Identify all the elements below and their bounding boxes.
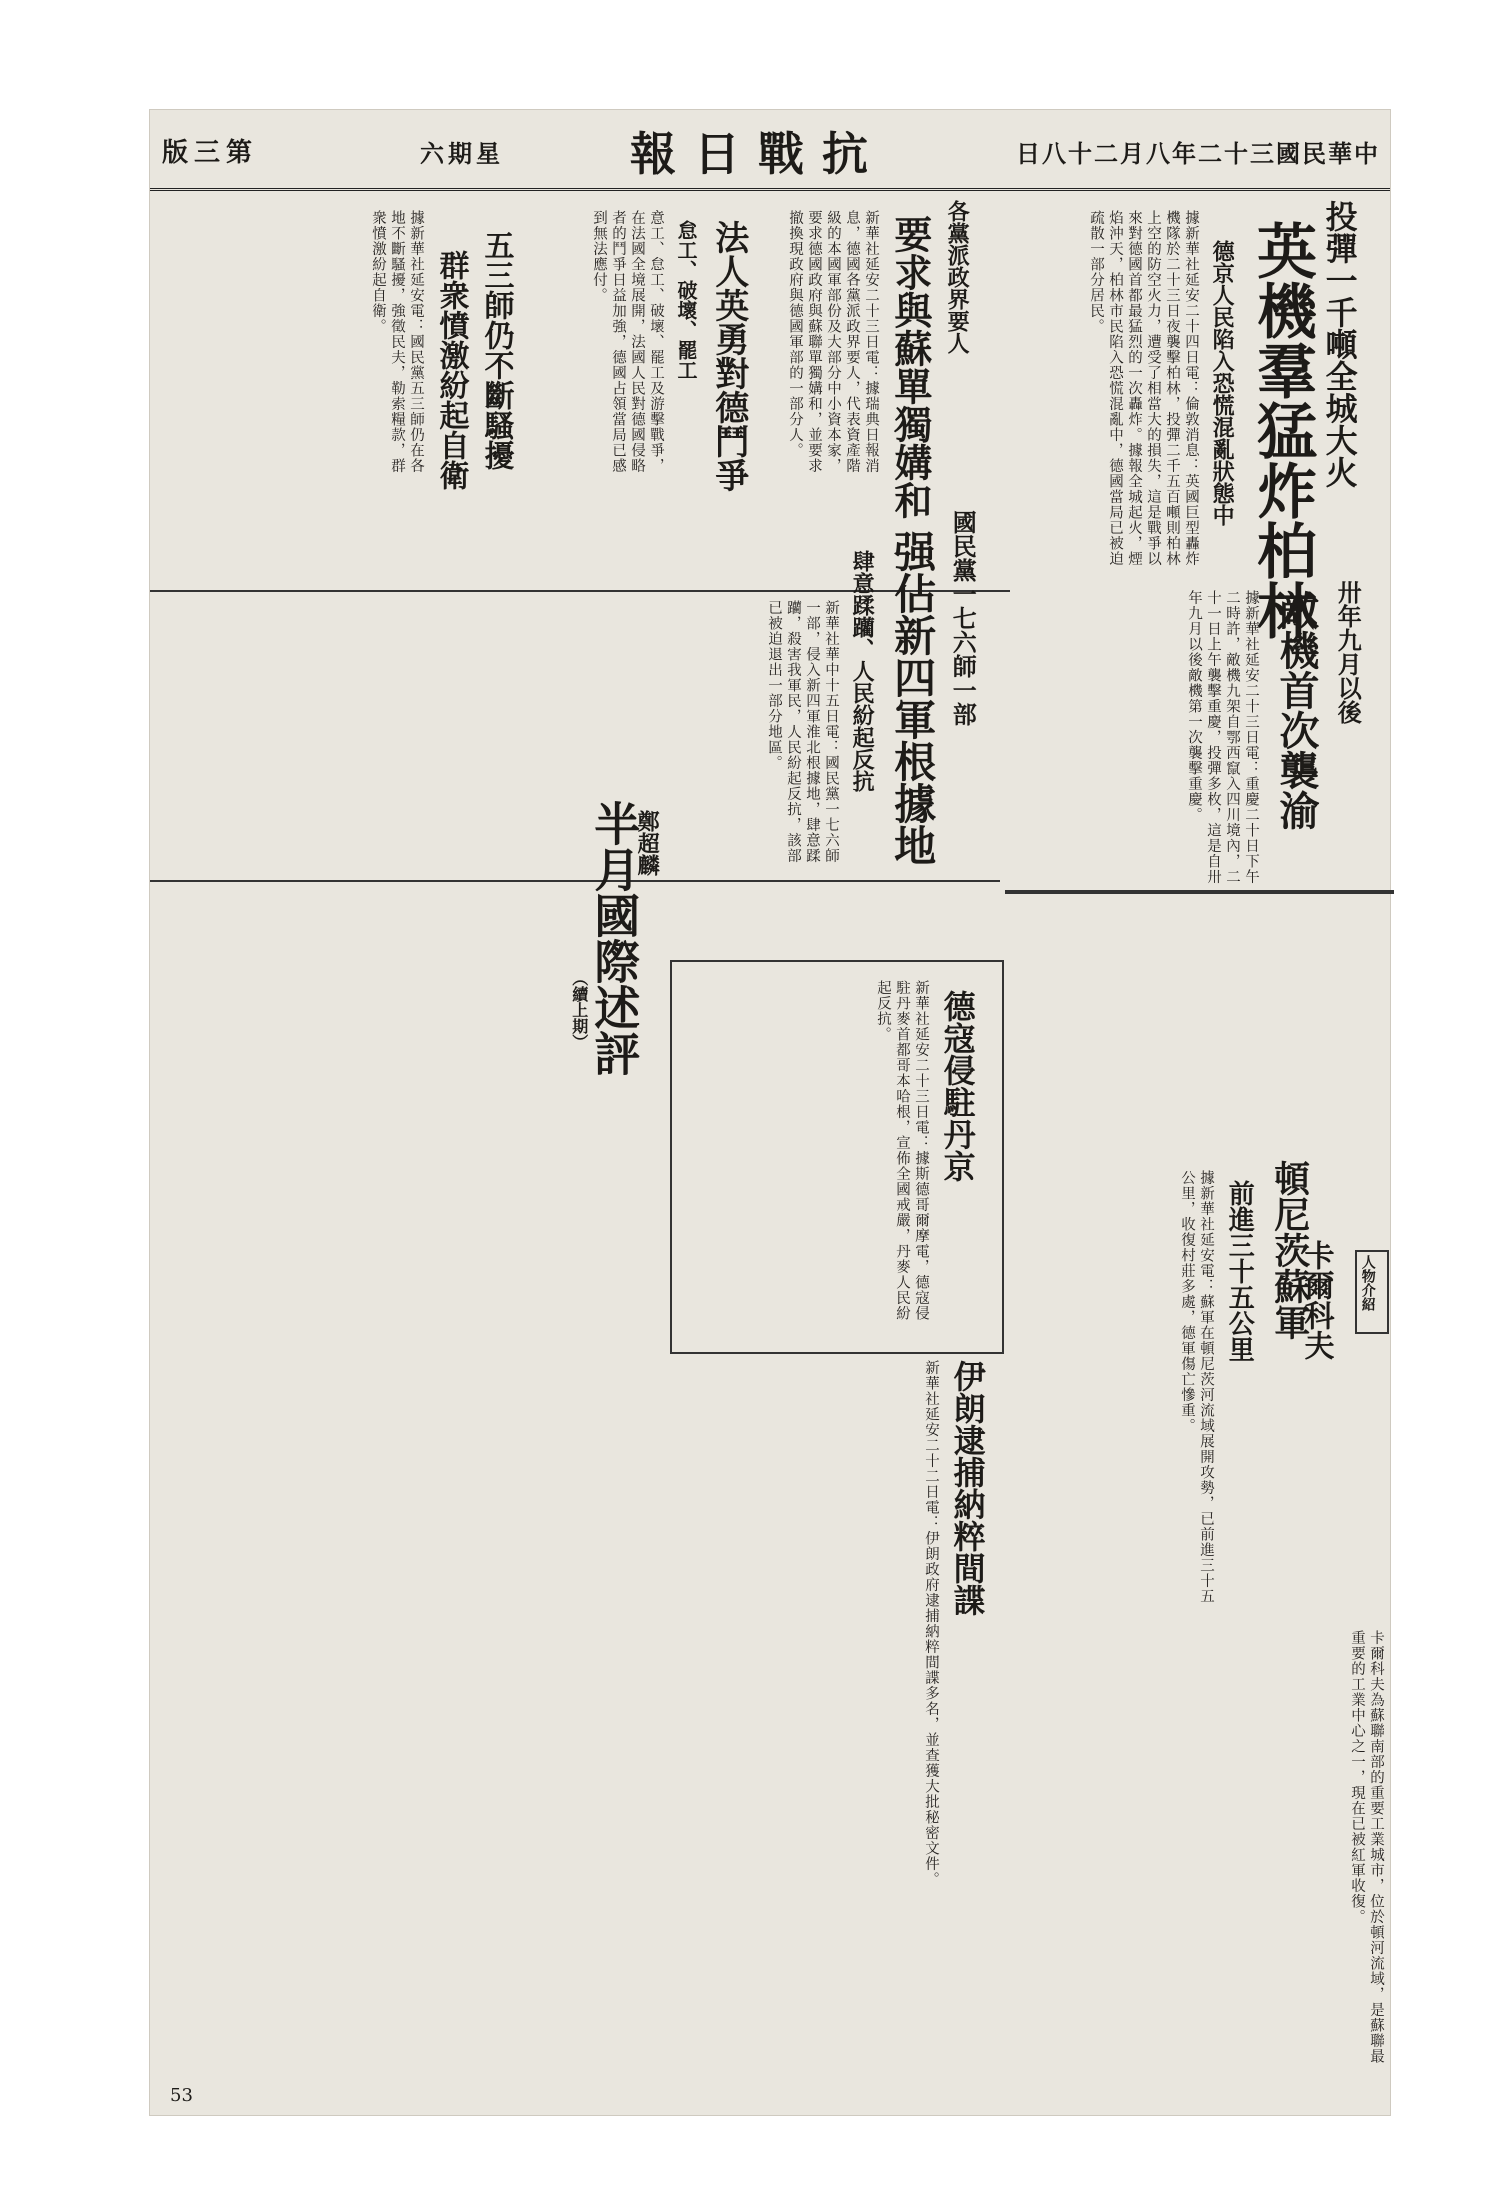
newspaper-name: 報日戰抗 bbox=[630, 127, 886, 181]
intro-body: 卡爾科夫為蘇聯南部的重要工業城市，位於頓河流域，是蘇聯最重要的工業中心之一，現在已被紅軍收復。 bbox=[1349, 1630, 1384, 2064]
unrest-subhead: 群衆憤激紛起自衛 bbox=[433, 250, 469, 490]
review-headline: 半月國際述評 bbox=[587, 800, 642, 1076]
danjing-headline: 德寇侵駐丹京 bbox=[938, 990, 977, 1182]
berlin-subhead: 德京人民陷入恐慌混亂狀態中 bbox=[1209, 240, 1236, 526]
unrest-body: 據新華社延安電：國民黨五三師仍在各地不斷騷擾，強徵民夫，勒索糧款，群衆憤激紛起自衛。 bbox=[370, 210, 424, 474]
intro-label: 人物介紹 bbox=[1359, 1255, 1376, 1311]
column-rule bbox=[150, 880, 1000, 882]
review-byline: 鄭超麟 bbox=[634, 810, 661, 876]
factions-kicker: 各黨派政界要人 bbox=[944, 200, 971, 354]
page-number: 53 bbox=[170, 2085, 193, 2106]
french-headline: 法人英勇對德鬥爭 bbox=[708, 220, 749, 492]
division-subhead: 肆意蹂躪、人民紛起反抗 bbox=[849, 550, 876, 792]
raid-body: 據新華社延安二十三日電：重慶二十日下午二時許，敵機九架自鄂西竄入四川境內，二十一日上午襲擊重慶，投彈多枚，這是自卅年九月以後敵機第一次襲擊重慶。 bbox=[1186, 590, 1259, 885]
section-rule bbox=[1005, 890, 1394, 894]
factions-body: 新華社延安二十三日電：據瑞典日報消息，德國各黨派政界要人，代表資產階級的本國軍部份及大部分中小資本家，要求德國政府與蘇聯單獨媾和，並要求撤換現政府與德國軍部的一部分人。 bbox=[787, 210, 879, 474]
berlin-headline: 英機羣猛炸柏林 bbox=[1247, 220, 1317, 640]
berlin-body: 據新華社延安二十四日電：倫敦消息：英國巨型轟炸機隊於二十三日夜襲擊柏林，投彈二千五百噸則柏林上空的防空火力，遭受了相當大的損失，這是戰爭以來對德國首都最猛烈的一次轟炸。據報全城起火，煙焰沖天，柏林市民陷入恐慌混亂中，德國當局已被迫疏散一部分居民。 bbox=[1088, 210, 1199, 567]
column-rule bbox=[150, 590, 1010, 592]
intro-headline: 卡爾科夫 bbox=[1298, 1240, 1334, 1360]
weekday-label: 六期星 bbox=[420, 139, 504, 168]
division-body: 新華社華中十五日電：國民黨一七六師一部，侵入新四軍淮北根據地，肆意蹂躪，殺害我軍民，人民紛起反抗，該部已被迫退出一部分地區。 bbox=[766, 600, 839, 864]
unrest-headline: 五三師仍不斷騷擾 bbox=[478, 230, 514, 470]
danjing-body: 新華社延安二十三日電：據斯德哥爾摩電，德寇侵駐丹麥首都哥本哈根，宣佈全國戒嚴，丹麥人民紛起反抗。 bbox=[875, 980, 929, 1321]
page-label: 版三第 bbox=[162, 138, 259, 168]
raid-headline: 敵機首次襲渝 bbox=[1273, 590, 1320, 830]
issue-date: 日八十二月八年二十三國民華中 bbox=[1016, 139, 1380, 168]
soviet-headline: 頓尼茨蘇軍 bbox=[1268, 1160, 1311, 1340]
soviet-subhead: 前進三十五公里 bbox=[1224, 1180, 1255, 1362]
review-label: （續上期） bbox=[569, 970, 589, 1050]
factions-headline: 要求與蘇單獨媾和 bbox=[887, 215, 933, 519]
iran-body: 新華社延安二十二日電：伊朗政府逮捕納粹間諜多名，並查獲大批秘密文件。 bbox=[923, 1360, 939, 1887]
raid-kicker: 卅年九月以後 bbox=[1333, 580, 1363, 724]
french-subhead: 怠工、破壞、罷工 bbox=[674, 220, 698, 380]
french-body: 意工、怠工、破壞、罷工及游擊戰爭，在法國全境展開，法國人民對德國侵略者的鬥爭日益加強，德國占領當局已感到無法應付。 bbox=[591, 210, 664, 474]
soviet-body: 據新華社延安電：蘇軍在頓尼茨河流域展開攻勢，已前進三十五公里，收復村莊多處，德軍傷亡慘重。 bbox=[1179, 1170, 1214, 1604]
review-body bbox=[160, 900, 560, 2070]
iran-headline: 伊朗逮捕納粹間諜 bbox=[948, 1360, 987, 1616]
newspaper-page bbox=[150, 110, 1390, 2115]
division-kicker: 國民黨一七六師一部 bbox=[948, 510, 978, 726]
masthead bbox=[150, 110, 1390, 191]
division-headline: 强佔新四軍根據地 bbox=[888, 530, 938, 866]
berlin-kicker: 投彈一千噸全城大火 bbox=[1320, 200, 1359, 488]
